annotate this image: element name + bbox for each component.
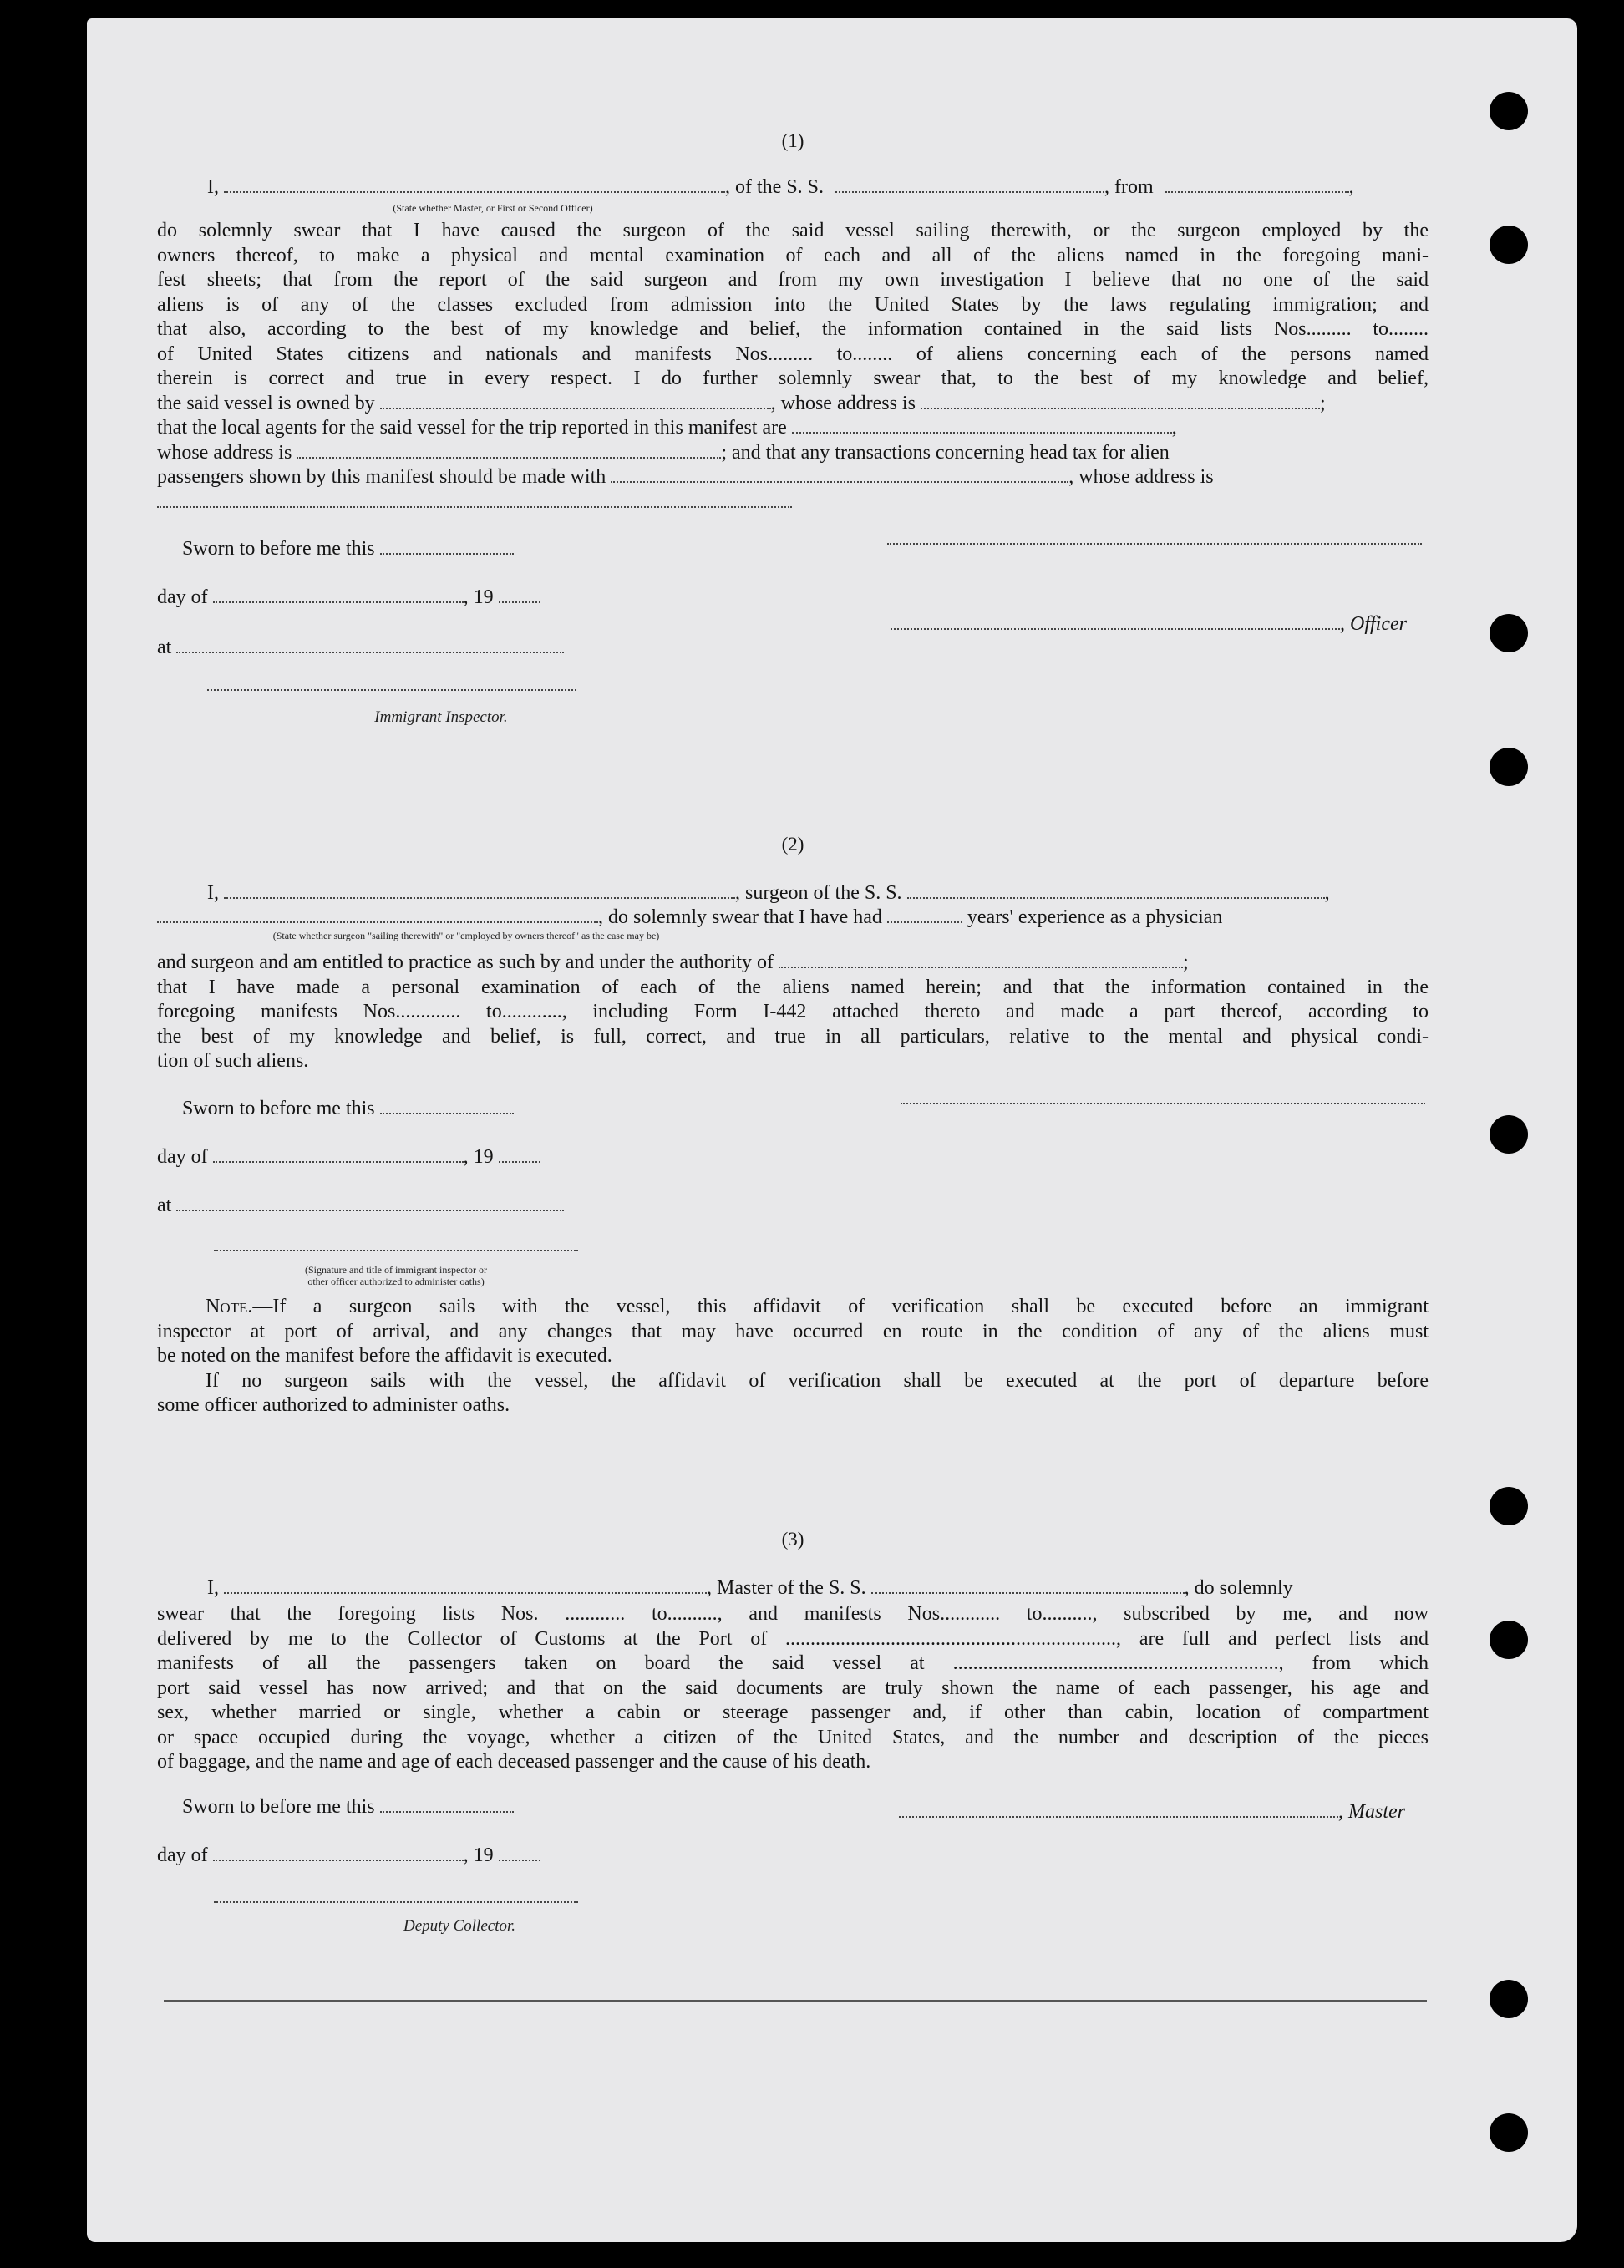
officer-rank-field[interactable] [224,176,725,193]
punch-hole [1490,92,1528,130]
section2-body-line: that I have made a personal examination of each of the aliens named herein; and that the information contained in the [157,976,1429,998]
note [157,1295,1429,1418]
section1-line1: I, , of the S. S. , from , [207,176,1354,198]
section3-line1: I, , Master of the S. S. , do solemnly [207,1577,1293,1599]
authority-field[interactable] [779,951,1183,968]
section1-i: I, [207,176,219,198]
section1-body-line: of United States citizens and nationals and manifests Nos......... to........ of aliens concerning each of the persons named [157,342,1429,365]
bottom-rule [164,2000,1427,2002]
owner-address-field[interactable] [921,393,1320,409]
deputy-caption: Deputy Collector. [403,1917,516,1935]
officer-name-field[interactable] [891,613,1340,630]
note-label: Note. [206,1296,253,1317]
passengers-line: passengers shown by this manifest should be made with , whose address is [157,466,1214,488]
local-agents-line: that the local agents for the said vessel for the trip reported in this manifest are , [157,417,1177,439]
section2-line2: , do solemnly swear that I have had years' experience as a physician [157,906,1222,929]
section1-at: at [157,637,564,659]
section1-body-line: owners thereof, to make a physical and mental examination of each and all of the aliens named in the foregoing mani- [157,244,1429,266]
punch-hole [1490,226,1528,264]
place-field[interactable] [176,637,564,653]
note-line: be noted on the manifest before the affidavit is executed. [157,1345,612,1367]
years-experience-field[interactable] [887,906,962,923]
sig-caption-line2: other officer authorized to administer oaths) [307,1276,485,1287]
section3-body-line: or space occupied during the voyage, whether a citizen of the United States, and the number and description of the pieces [157,1726,1429,1748]
section2-sworn: Sworn to before me this [182,1098,514,1120]
day-field[interactable] [213,586,464,603]
section2-caption: (State whether surgeon "sailing therewith" or "employed by owners thereof" as the case may be) [272,930,660,941]
section1-dayof: day of , 19 [157,586,540,609]
section1-caption: (State whether Master, or First or Second Officer) [393,202,593,214]
surgeon-name-field[interactable] [224,882,735,899]
punch-hole [1490,614,1528,652]
punch-hole [1490,2113,1528,2152]
surgeon-type-field[interactable] [157,906,598,923]
section1-of-ss: , of the S. S. [725,176,825,198]
officer-signature-field[interactable] [887,543,1422,545]
punch-hole [1490,748,1528,786]
surgeon-vessel-field[interactable] [907,882,1325,899]
section1-body-line: fest sheets; that from the report of the said surgeon and from my own investigation I believe that no one of the said [157,269,1429,291]
punch-hole [1490,1487,1528,1525]
section3-body-line: port said vessel has now arrived; and that on the said documents are truly shown the name of each passenger, his age and [157,1677,1429,1699]
section3-body-line: manifests of all the passengers taken on board the said vessel at ................................................................., from which [157,1652,1429,1674]
section3-body-line: of baggage, and the name and age of each deceased passenger and the cause of his death. [157,1751,871,1773]
section2-body [157,951,1429,1074]
day-field[interactable] [213,1844,464,1861]
section3-number: (3) [781,1529,804,1550]
section3-dayof: day of , 19 [157,1844,540,1867]
vessel-name-field[interactable] [835,176,1104,193]
contact-address-field[interactable] [157,491,792,508]
section1-body-line: aliens is of any of the classes excluded from admission into the United States by the laws regulating immigration; and [157,293,1429,316]
section1-officer: , Officer [891,613,1407,636]
section3-body-line: swear that the foregoing lists Nos. ............ to.........., and manifests Nos............ to.........., subscribed by me, and now [157,1603,1429,1625]
section2-body-line: the best of my knowledge and belief, is full, correct, and true in all particulars, relative to the mental and physical condi- [157,1025,1429,1048]
section3-body-line: delivered by me to the Collector of Customs at the Port of .................................................................., are full and perfect lists and [157,1627,1429,1650]
sig-caption-line1: (Signature and title of immigrant inspector or [305,1264,487,1276]
year-field[interactable] [499,586,540,603]
note2-line: some officer authorized to administer oaths. [157,1394,510,1416]
day-field[interactable] [213,1146,464,1163]
section1-body-line: therein is correct and true in every respect. I do further solemnly swear that, to the best of my knowledge and belief, [157,368,1429,389]
section2-line1: I, , surgeon of the S. S. , [207,882,1330,904]
section1-sworn: Sworn to before me this [182,538,514,561]
master-name-field[interactable] [224,1577,707,1594]
contact-address-line [157,490,1429,515]
inspector-signature-field[interactable] [207,689,576,691]
place-field[interactable] [176,1195,564,1211]
punch-hole [1490,1980,1528,2018]
punch-hole [1490,1115,1528,1154]
surgeon-signature-field[interactable] [901,1103,1425,1104]
section3-sworn: Sworn to before me this [182,1796,514,1819]
local-agents-field[interactable] [792,417,1172,434]
owner-name-field[interactable] [380,393,771,409]
note-line: Note.—If a surgeon sails with the vessel, this affidavit of verification shall be executed before an immigrant [206,1296,1429,1317]
section1-body [157,219,1429,515]
section1-body-line: do solemnly swear that I have caused the surgeon of the said vessel sailing therewith, or the surgeon employed by the [157,220,1429,241]
deputy-signature-field[interactable] [214,1901,578,1903]
authority-line: and surgeon and am entitled to practice as such by and under the authority of ; [157,951,1189,973]
section2-dayof: day of , 19 [157,1146,540,1169]
section2-at: at [157,1195,564,1217]
owned-by-line: the said vessel is owned by , whose address is ; [157,392,1326,414]
section2-body-line: tion of such aliens. [157,1050,309,1072]
section1-body-line: that also, according to the best of my knowledge and belief, the information contained in the said lists Nos......... to........ [157,318,1429,340]
section1-from: , from [1104,176,1154,198]
note-line: inspector at port of arrival, and any changes that may have occurred en route in the condition of any of the aliens must [157,1320,1429,1342]
agent-address-field[interactable] [297,442,721,459]
sworn-date-field[interactable] [380,1796,514,1813]
year-field[interactable] [499,1844,540,1861]
section1-number: (1) [781,130,804,151]
section2-body-line: foregoing manifests Nos............. to............, including Form I-442 attached thereto and made a part thereof, according to [157,1001,1429,1022]
master-vessel-field[interactable] [871,1577,1185,1594]
head-tax-contact-field[interactable] [611,466,1068,483]
departure-port-field[interactable] [1165,176,1349,193]
note2-line: If no surgeon sails with the vessel, the affidavit of verification shall be executed at the port of departure before [206,1369,1429,1392]
officer-signature-field[interactable] [214,1250,578,1251]
section3-master: , Master [899,1801,1405,1824]
sworn-date-field[interactable] [380,538,514,555]
punch-hole [1490,1621,1528,1659]
sworn-date-field[interactable] [380,1098,514,1114]
year-field[interactable] [499,1146,540,1163]
master-signature-field[interactable] [899,1801,1338,1818]
inspector-caption: Immigrant Inspector. [374,708,508,726]
section3-body [157,1602,1429,1775]
agent-address-line: whose address is ; and that any transactions concerning head tax for alien [157,441,1170,464]
section2-number: (2) [781,834,804,855]
section3-body-line: sex, whether married or single, whether a cabin or steerage passenger and, if other than cabin, location of compartment [157,1702,1429,1723]
